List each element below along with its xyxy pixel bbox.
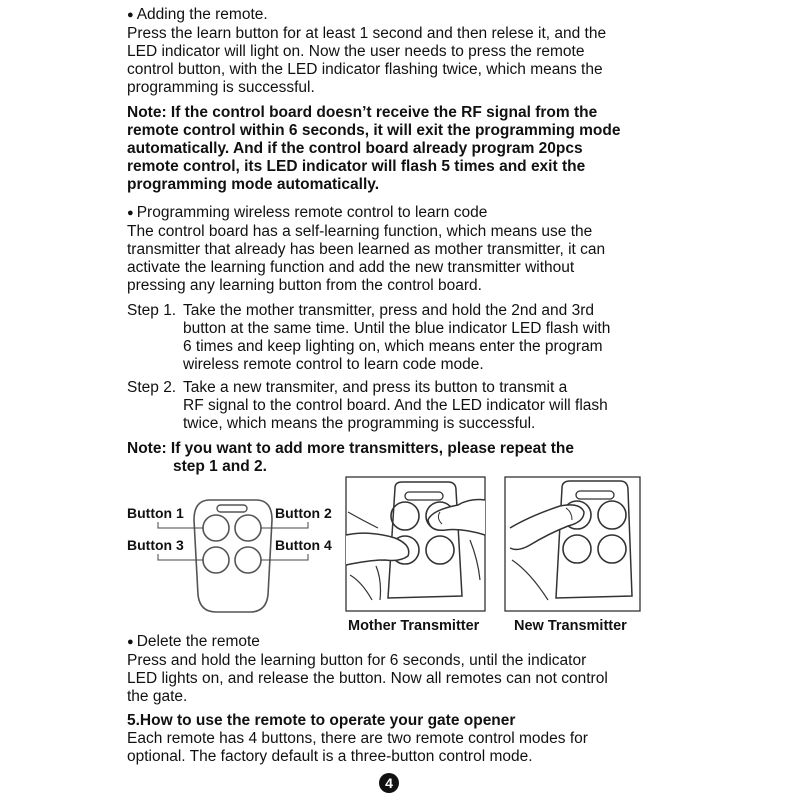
mother-transmitter-caption: Mother Transmitter [348, 618, 480, 634]
leader-line-1 [158, 522, 203, 528]
wireless-heading: ● Programming wireless remote control to learn code [127, 204, 667, 223]
delete-line: Press and hold the learning button for 6 seconds, until the indicator [127, 652, 587, 669]
usage-line: optional. The factory default is a three-button control mode. [127, 748, 533, 765]
step-2-line: RF signal to the control board. And the LED indicator will flash [183, 397, 608, 414]
step-2-line: Take a new transmiter, and press its button to transmit a [183, 379, 568, 396]
adding-line: programming is successful. [127, 79, 315, 96]
remote-button-3 [203, 547, 229, 573]
wireless-line: pressing any learning button from the control board. [127, 277, 482, 294]
note1-line: Note: If the control board doesn’t receive the RF signal from the [127, 104, 598, 121]
step-2-label: Step 2. [127, 379, 177, 396]
step-1-label: Step 1. [127, 302, 177, 319]
remote-button-2 [235, 515, 261, 541]
remote-led-slot [217, 505, 247, 512]
step-2-line: twice, which means the programming is successful. [183, 415, 536, 432]
delete-line: LED lights on, and release the button. Now all remotes can not control [127, 670, 608, 687]
step-1-line: button at the same time. Until the blue indicator LED flash with [183, 320, 611, 337]
wireless-line: transmitter that already has been learned as mother transmitter, it can [127, 241, 606, 258]
page-number: 4 [379, 773, 399, 793]
button-3-label: Button 3 [127, 537, 184, 553]
section-how-to-use [127, 712, 667, 766]
step-1-line: Take the mother transmitter, press and hold the 2nd and 3rd [183, 302, 594, 319]
button-1-label: Button 1 [127, 505, 184, 521]
note2-line: step 1 and 2. [173, 458, 267, 475]
step-1-line: 6 times and keep lighting on, which means enter the program [183, 338, 603, 355]
adding-heading: ● Adding the remote. [127, 6, 667, 25]
leader-line-2 [261, 522, 308, 528]
note1-line: remote control, its LED indicator will flash 5 times and exit the [127, 158, 586, 175]
delete-line: the gate. [127, 688, 188, 705]
note1-line: automatically. And if the control board already program 20pcs [127, 140, 583, 157]
button-2-label: Button 2 [275, 505, 332, 521]
note2-line: Note: If you want to add more transmitters, please repeat the [127, 440, 575, 457]
step-1-line: wireless remote control to learn code mode. [183, 356, 484, 373]
new-transmitter-caption: New Transmitter [514, 618, 627, 634]
note1-line: programming mode automatically. [127, 176, 380, 193]
adding-line: LED indicator will light on. Now the user needs to press the remote [127, 43, 585, 60]
usage-line: Each remote has 4 buttons, there are two remote control modes for [127, 730, 588, 747]
button-4-label: Button 4 [275, 537, 332, 553]
delete-heading: ● Delete the remote [127, 633, 667, 652]
note1-line: remote control within 6 seconds, it will exit the programming mode [127, 122, 621, 139]
section-delete-remote [127, 633, 667, 706]
usage-heading: 5.How to use the remote to operate your gate opener [127, 712, 516, 729]
leader-line-4 [261, 554, 308, 560]
adding-line: control button, with the LED indicator flashing twice, which means the [127, 61, 603, 78]
adding-line: Press the learn button for at least 1 second and then relese it, and the [127, 25, 607, 42]
remote-button-4 [235, 547, 261, 573]
wireless-line: activate the learning function and add the new transmitter without [127, 259, 575, 276]
wireless-line: The control board has a self-learning function, which means use the [127, 223, 593, 240]
remote-button-1 [203, 515, 229, 541]
